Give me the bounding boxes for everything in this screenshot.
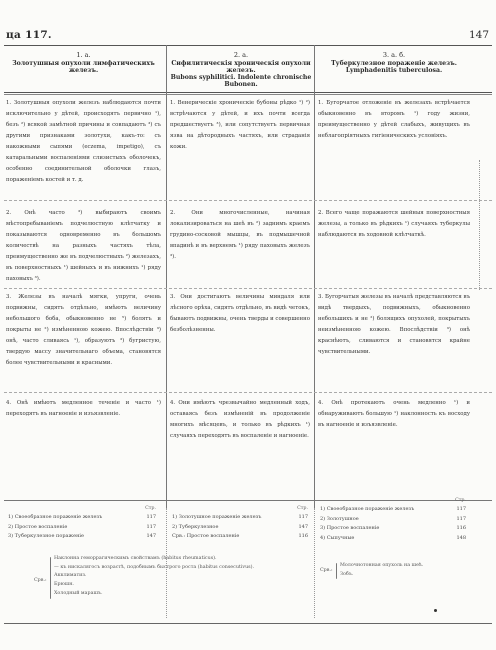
column-header-3: 3. a. б. Туберкулезное пораженіе железъ. Lymphadenitis tuberculosa. bbox=[331, 51, 457, 74]
cell-r4-c1: 4. Онѣ имѣютъ медленное теченіе и часто ¹) переходятъ въ нагноеніе и изъязвленіе. bbox=[6, 400, 161, 417]
margin-divider bbox=[479, 160, 480, 290]
header-rule bbox=[4, 92, 492, 93]
running-header: ца 117. bbox=[6, 29, 52, 41]
compare-block-right: Срв.: Молочнотонная опухоль на шеѣ. Зобъ. bbox=[340, 562, 470, 579]
cell-r4-c2: 4. Они имѣютъ чрезвычайно медленный ходъ, оставаясь безъ измѣненій въ продолженіе многихъ мѣсяцевъ, и только въ рѣдкихъ ¹) случаяхъ переходятъ въ воспаленіе и нагноеніе. bbox=[170, 400, 310, 439]
row-separator-1 bbox=[4, 200, 492, 201]
compare-label-left: Срв.: bbox=[34, 578, 47, 583]
ink-mark bbox=[434, 609, 437, 612]
summary-col-1: Стр. 1) Своеобразное пораженіе железъ 117 2) Простое воспаленіе 117 3) Туберкулезное пораженіе 147 bbox=[8, 506, 156, 540]
cell-r1-c1: 1. Золотушныя опухоли железъ наблюдаются почти исключительно у дѣтей, происходятъ первично ¹), безъ ²) всякой замѣтной причины и совпадаютъ ³) съ другими признаками золотухи, какъ-то: съ накожными сыпями (eczema, impetigo), съ катаральными воспаленіями слизистыхъ оболочекъ, особенно соединительной оболочки глазъ, пораженіемъ костей и т. д. bbox=[6, 100, 161, 183]
column-header-1: 1. a. Золотушныя опухоли лимфатическихъ железъ. bbox=[12, 51, 155, 74]
brace-right bbox=[336, 563, 337, 579]
header-rule-double bbox=[4, 94, 492, 95]
summary-col-3: Стр. 1) Своеобразное пораженіе железъ 117 2) Золотушное 117 3) Простое воспаленіе 116 4) Сыпучные 148 bbox=[320, 498, 466, 541]
top-rule bbox=[4, 45, 492, 46]
compare-label-right: Срв.: bbox=[320, 568, 333, 573]
summary-col-2: Стр. 1) Золотушное пораженіе железъ 117 2) Туберкулезное 147 Срв.: Простое воспаленіе 116 bbox=[172, 506, 308, 540]
cell-r1-c3: 1. Бугорчатое отложеніе въ железахъ встрѣчается обыкновенно въ второмъ ¹) году жизни, преимущественно у дѣтей слабыхъ, живущихъ въ неблагопріятныхъ гигіеническихъ условіяхъ. bbox=[318, 100, 470, 139]
cell-r2-c1: 2. Онѣ часто ³) выбираютъ своимъ мѣстопребываніемъ подчелюстную клѣтчатку и показываются одновременно въ большомъ количествѣ на разныхъ частяхъ тѣла, преимущественно же въ подчелюстныхъ ²) железахъ, въ поверхностныхъ ¹) шейныхъ и въ нижнихъ ¹) ряду паховыхъ ³). bbox=[6, 210, 161, 282]
column-header-2: 2. a. Сифилитическія хроническія опухоли железъ. Bubons syphilitici. Indolente chronische Bubonen. bbox=[170, 51, 312, 88]
column-divider-1 bbox=[166, 45, 167, 508]
bottom-rule bbox=[4, 623, 492, 624]
cell-r3-c2: 3. Они достигаютъ величины миндаля или лѣсного орѣха, сидятъ отдѣльно, въ видѣ четокъ, бываютъ подвижны, очень тверды и совершенно безболѣзненны. bbox=[170, 294, 310, 333]
page-number: 147 bbox=[468, 29, 489, 41]
row-separator-3 bbox=[4, 392, 492, 393]
column-divider-2-lower bbox=[314, 508, 315, 618]
cell-r1-c2: 1. Венерическіе хроническіе бубоны рѣдко ¹) ²) встрѣчаются у дѣтей, и ихъ почти всегда предшествуетъ ³), или сопутствуетъ первичная язва на дѣтородныхъ частяхъ, или страданія кожи. bbox=[170, 100, 310, 150]
cell-r4-c3: 4. Онѣ протекаютъ очень медленно ¹) и обнаруживаютъ большую ¹) наклонность къ восходу въ нагноеніе и изъязвленіе. bbox=[318, 400, 470, 428]
cell-r3-c1: 3. Железы въ началѣ мягки, упруги, очень подвижны, сидятъ отдѣльно, имѣютъ величину небольшого боба, обыкновенно не ⁵) болятъ и покрыты не ²) измѣненною кожею. Впослѣдствіи ³) онѣ, часто сливаясь ¹), образуютъ ³) бугристую, твердую массу значительнаго объема, становятся более чувствительными и красными. bbox=[6, 294, 161, 366]
row-separator-2 bbox=[4, 288, 492, 289]
cell-r2-c3: 2. Всего чаще поражаются шейныя поверхностныя железы, а только въ рѣдкихъ ¹) случаяхъ туберкулы наблюдаются въ ходовной клѣтчаткѣ. bbox=[318, 210, 470, 238]
cell-r2-c2: 2. Они многочисленные, начиная локализироваться на шеѣ въ ²) заднимъ краемъ грудино-сосковой мышцы, въ подмышечной впадинѣ и въ верхнемъ ¹) ряду паховыхъ железъ ³). bbox=[170, 210, 310, 260]
cell-r3-c3: 3. Бугорчатыя железы въ началѣ представляются въ видѣ твердыхъ, подвижныхъ, обыкновенно небольшихъ и не ²) болящихъ опухолей, покрытыхъ неизмѣненною кожею. Впослѣдствіи ³) онѣ краснѣютъ, сливаются и становятся крайне чувствительными. bbox=[318, 294, 470, 355]
column-divider-2 bbox=[314, 45, 315, 508]
brace-left bbox=[50, 557, 51, 599]
compare-block-left: Срв.: Наклонна геморрагическимъ свойствамъ (habitus rheumaticus). — къ нискалягосъ возрастѣ, подобнымъ быстрого роста (habitus consecutivus). Акклиматиз. Брюшн. Холодный марашъ. bbox=[54, 555, 304, 599]
